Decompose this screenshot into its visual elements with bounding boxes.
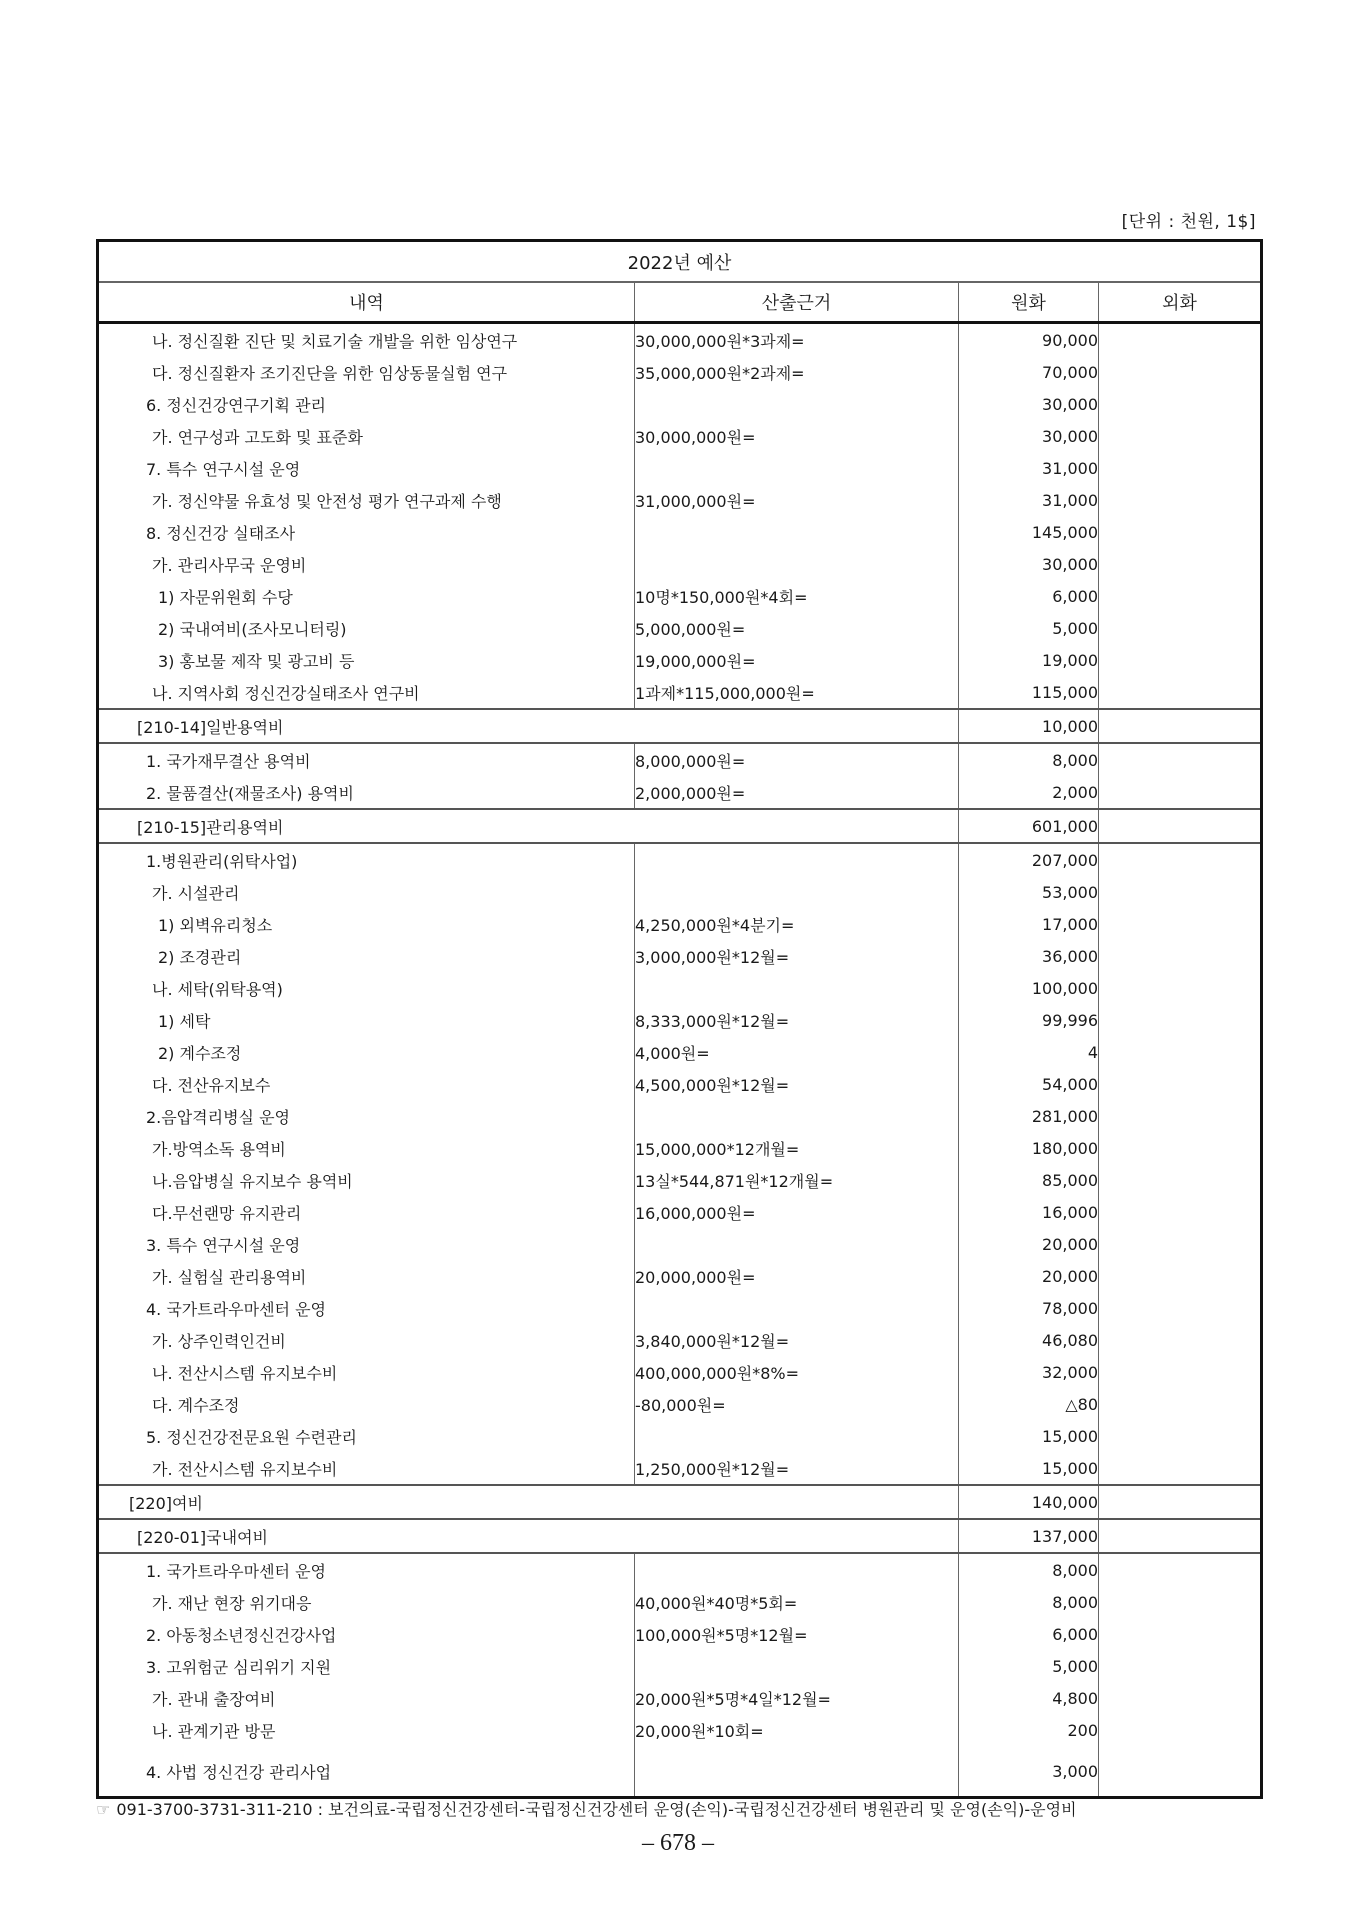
cell-fx — [1099, 1618, 1262, 1650]
table-row — [98, 1068, 1262, 1100]
cell-krw: 17,000 — [959, 908, 1099, 940]
cell-krw: 3,000 — [959, 1746, 1099, 1798]
cell-item: 2.음압격리병실 운영 — [98, 1100, 635, 1132]
cell-basis — [635, 1650, 959, 1682]
cell-krw: 2,000 — [959, 776, 1099, 809]
cell-krw: 70,000 — [959, 356, 1099, 388]
cell-basis — [635, 548, 959, 580]
cell-basis — [635, 1553, 959, 1586]
table-row — [98, 972, 1262, 1004]
cell-fx — [1099, 1228, 1262, 1260]
cell-fx — [1099, 516, 1262, 548]
cell-fx — [1099, 1100, 1262, 1132]
cell-basis — [635, 452, 959, 484]
cell-item: 3. 특수 연구시설 운영 — [98, 1228, 635, 1260]
cell-item: 1) 세탁 — [98, 1004, 635, 1036]
cell-item: 가. 정신약물 유효성 및 안전성 평가 연구과제 수행 — [98, 484, 635, 516]
cell-fx — [1099, 1164, 1262, 1196]
cell-basis — [635, 1228, 959, 1260]
table-title-row — [98, 241, 1262, 283]
cell-item: 다. 정신질환자 조기진단을 위한 임상동물실험 연구 — [98, 356, 635, 388]
table-row — [98, 548, 1262, 580]
table-row — [98, 908, 1262, 940]
table-row — [98, 516, 1262, 548]
cell-basis — [635, 388, 959, 420]
cell-krw: 15,000 — [959, 1420, 1099, 1452]
cell-fx — [1099, 876, 1262, 908]
cell-item: 1. 국가재무결산 용역비 — [98, 743, 635, 776]
table-row — [98, 1356, 1262, 1388]
cell-fx — [1099, 972, 1262, 1004]
header-fx: 외화 — [1099, 282, 1262, 323]
cell-fx — [1099, 420, 1262, 452]
cell-krw: 16,000 — [959, 1196, 1099, 1228]
cell-fx — [1099, 644, 1262, 676]
cell-krw: 19,000 — [959, 644, 1099, 676]
header-item: 내역 — [98, 282, 635, 323]
cell-basis: 30,000,000원= — [635, 420, 959, 452]
cell-fx — [1099, 743, 1262, 776]
cell-item: [210-15]관리용역비 — [98, 809, 959, 843]
table-row — [98, 1746, 1262, 1798]
cell-krw: 4 — [959, 1036, 1099, 1068]
cell-krw: 5,000 — [959, 1650, 1099, 1682]
budget-table — [96, 239, 1263, 1799]
cell-item: 가. 관리사무국 운영비 — [98, 548, 635, 580]
cell-item: 가. 시설관리 — [98, 876, 635, 908]
cell-krw: 200 — [959, 1714, 1099, 1746]
cell-fx — [1099, 1132, 1262, 1164]
cell-item: 5. 정신건강전문요원 수련관리 — [98, 1420, 635, 1452]
cell-krw: 30,000 — [959, 548, 1099, 580]
cell-basis: 4,000원= — [635, 1036, 959, 1068]
cell-fx — [1099, 1388, 1262, 1420]
cell-item: 나. 관계기관 방문 — [98, 1714, 635, 1746]
cell-krw: 90,000 — [959, 323, 1099, 357]
table-row — [98, 743, 1262, 776]
section-row — [98, 1485, 1262, 1519]
cell-item: 1.병원관리(위탁사업) — [98, 843, 635, 876]
cell-item: 2. 아동청소년정신건강사업 — [98, 1618, 635, 1650]
cell-fx — [1099, 1519, 1262, 1553]
cell-krw: 78,000 — [959, 1292, 1099, 1324]
cell-item: 다.무선랜망 유지관리 — [98, 1196, 635, 1228]
cell-basis: 4,500,000원*12월= — [635, 1068, 959, 1100]
table-row — [98, 843, 1262, 876]
cell-fx — [1099, 1746, 1262, 1798]
table-row — [98, 1682, 1262, 1714]
cell-krw: 15,000 — [959, 1452, 1099, 1485]
cell-fx — [1099, 1260, 1262, 1292]
cell-item: 4. 국가트라우마센터 운영 — [98, 1292, 635, 1324]
cell-fx — [1099, 1586, 1262, 1618]
table-row — [98, 1324, 1262, 1356]
cell-krw: 30,000 — [959, 420, 1099, 452]
table-row — [98, 940, 1262, 972]
cell-krw: 140,000 — [959, 1485, 1099, 1519]
table-row — [98, 1036, 1262, 1068]
table-row — [98, 676, 1262, 709]
table-title: 2022년 예산 — [98, 241, 1262, 283]
cell-fx — [1099, 1356, 1262, 1388]
cell-krw: 6,000 — [959, 1618, 1099, 1650]
cell-fx — [1099, 676, 1262, 709]
cell-krw: 53,000 — [959, 876, 1099, 908]
cell-fx — [1099, 548, 1262, 580]
cell-basis: 30,000,000원*3과제= — [635, 323, 959, 357]
cell-krw: 46,080 — [959, 1324, 1099, 1356]
cell-fx — [1099, 1420, 1262, 1452]
account-code-text: 091-3700-3731-311-210 : 보건의료-국립정신건강센터-국립정신건강센터 운영(손익)-국립정신건강센터 병원관리 및 운영(손익)-운영비 — [116, 1800, 1077, 1819]
cell-krw: 54,000 — [959, 1068, 1099, 1100]
cell-fx — [1099, 1682, 1262, 1714]
cell-fx — [1099, 1650, 1262, 1682]
table-row — [98, 876, 1262, 908]
cell-item: 나. 세탁(위탁용역) — [98, 972, 635, 1004]
cell-fx — [1099, 1485, 1262, 1519]
cell-basis — [635, 1292, 959, 1324]
table-row — [98, 1452, 1262, 1485]
table-row — [98, 580, 1262, 612]
table-row — [98, 1164, 1262, 1196]
section-row — [98, 709, 1262, 743]
cell-fx — [1099, 1452, 1262, 1485]
table-row — [98, 1004, 1262, 1036]
table-row — [98, 1132, 1262, 1164]
cell-fx — [1099, 580, 1262, 612]
cell-basis: 20,000원*10회= — [635, 1714, 959, 1746]
cell-basis: 1과제*115,000,000원= — [635, 676, 959, 709]
cell-item: 4. 사법 정신건강 관리사업 — [98, 1746, 635, 1798]
cell-krw: 31,000 — [959, 484, 1099, 516]
cell-fx — [1099, 709, 1262, 743]
cell-item: 8. 정신건강 실태조사 — [98, 516, 635, 548]
cell-fx — [1099, 484, 1262, 516]
page-number: – 678 – — [642, 1830, 714, 1856]
cell-item: 1. 국가트라우마센터 운영 — [98, 1553, 635, 1586]
cell-item: 나. 정신질환 진단 및 치료기술 개발을 위한 임상연구 — [98, 323, 635, 357]
cell-basis: 20,000원*5명*4일*12월= — [635, 1682, 959, 1714]
cell-basis: 8,333,000원*12월= — [635, 1004, 959, 1036]
cell-krw: 601,000 — [959, 809, 1099, 843]
cell-item: [210-14]일반용역비 — [98, 709, 959, 743]
cell-item: 6. 정신건강연구기획 관리 — [98, 388, 635, 420]
cell-fx — [1099, 908, 1262, 940]
table-row — [98, 420, 1262, 452]
table-row — [98, 484, 1262, 516]
cell-krw: 100,000 — [959, 972, 1099, 1004]
cell-item: 가.방역소독 용역비 — [98, 1132, 635, 1164]
table-row — [98, 612, 1262, 644]
cell-krw: 180,000 — [959, 1132, 1099, 1164]
cell-krw: 10,000 — [959, 709, 1099, 743]
cell-fx — [1099, 843, 1262, 876]
cell-item: 가. 실험실 관리용역비 — [98, 1260, 635, 1292]
table-row — [98, 356, 1262, 388]
cell-basis: -80,000원= — [635, 1388, 959, 1420]
cell-basis: 40,000원*40명*5회= — [635, 1586, 959, 1618]
cell-item: 다. 계수조정 — [98, 1388, 635, 1420]
table-row — [98, 1260, 1262, 1292]
cell-item: 가. 재난 현장 위기대응 — [98, 1586, 635, 1618]
table-row — [98, 1388, 1262, 1420]
cell-item: 가. 상주인력인건비 — [98, 1324, 635, 1356]
cell-basis: 2,000,000원= — [635, 776, 959, 809]
cell-krw: 281,000 — [959, 1100, 1099, 1132]
cell-basis — [635, 1746, 959, 1798]
cell-fx — [1099, 388, 1262, 420]
pointing-hand-icon: ☞ — [96, 1800, 111, 1819]
cell-basis: 4,250,000원*4분기= — [635, 908, 959, 940]
cell-basis — [635, 876, 959, 908]
cell-item: 2) 계수조정 — [98, 1036, 635, 1068]
cell-basis: 35,000,000원*2과제= — [635, 356, 959, 388]
cell-basis: 31,000,000원= — [635, 484, 959, 516]
table-row — [98, 388, 1262, 420]
cell-item: [220-01]국내여비 — [98, 1519, 959, 1553]
cell-item: 가. 연구성과 고도화 및 표준화 — [98, 420, 635, 452]
table-row — [98, 1420, 1262, 1452]
cell-krw: 31,000 — [959, 452, 1099, 484]
cell-basis: 100,000원*5명*12월= — [635, 1618, 959, 1650]
cell-item: 나. 전산시스템 유지보수비 — [98, 1356, 635, 1388]
cell-krw: 137,000 — [959, 1519, 1099, 1553]
cell-item: [220]여비 — [98, 1485, 959, 1519]
table-row — [98, 1650, 1262, 1682]
cell-fx — [1099, 809, 1262, 843]
cell-basis: 5,000,000원= — [635, 612, 959, 644]
cell-item: 2) 조경관리 — [98, 940, 635, 972]
cell-basis: 20,000,000원= — [635, 1260, 959, 1292]
cell-basis — [635, 516, 959, 548]
cell-item: 7. 특수 연구시설 운영 — [98, 452, 635, 484]
cell-krw: 8,000 — [959, 743, 1099, 776]
table-row — [98, 323, 1262, 357]
table-row — [98, 1553, 1262, 1586]
cell-krw: 8,000 — [959, 1553, 1099, 1586]
cell-basis: 400,000,000원*8%= — [635, 1356, 959, 1388]
cell-fx — [1099, 1553, 1262, 1586]
cell-basis: 1,250,000원*12월= — [635, 1452, 959, 1485]
table-row — [98, 1292, 1262, 1324]
cell-fx — [1099, 1324, 1262, 1356]
cell-krw: 115,000 — [959, 676, 1099, 709]
cell-basis: 3,000,000원*12월= — [635, 940, 959, 972]
cell-fx — [1099, 1292, 1262, 1324]
table-row — [98, 1618, 1262, 1650]
cell-krw: △80 — [959, 1388, 1099, 1420]
cell-basis: 19,000,000원= — [635, 644, 959, 676]
cell-basis — [635, 972, 959, 1004]
cell-basis — [635, 1100, 959, 1132]
cell-fx — [1099, 452, 1262, 484]
cell-item: 나.음압병실 유지보수 용역비 — [98, 1164, 635, 1196]
cell-fx — [1099, 940, 1262, 972]
cell-krw: 85,000 — [959, 1164, 1099, 1196]
table-row — [98, 1714, 1262, 1746]
cell-item: 다. 전산유지보수 — [98, 1068, 635, 1100]
cell-item: 3. 고위험군 심리위기 지원 — [98, 1650, 635, 1682]
table-row — [98, 1100, 1262, 1132]
cell-fx — [1099, 1036, 1262, 1068]
cell-item: 1) 외벽유리청소 — [98, 908, 635, 940]
cell-basis: 8,000,000원= — [635, 743, 959, 776]
cell-fx — [1099, 323, 1262, 357]
cell-fx — [1099, 356, 1262, 388]
cell-fx — [1099, 1068, 1262, 1100]
cell-basis — [635, 1420, 959, 1452]
cell-fx — [1099, 1714, 1262, 1746]
header-basis: 산출근거 — [635, 282, 959, 323]
section-row — [98, 1519, 1262, 1553]
cell-krw: 99,996 — [959, 1004, 1099, 1036]
cell-item: 2. 물품결산(재물조사) 용역비 — [98, 776, 635, 809]
table-row — [98, 776, 1262, 809]
cell-krw: 30,000 — [959, 388, 1099, 420]
table-row — [98, 452, 1262, 484]
cell-basis: 3,840,000원*12월= — [635, 1324, 959, 1356]
table-row — [98, 1196, 1262, 1228]
cell-krw: 4,800 — [959, 1682, 1099, 1714]
cell-krw: 5,000 — [959, 612, 1099, 644]
account-code-footer — [96, 1797, 1077, 1820]
table-row — [98, 1228, 1262, 1260]
cell-krw: 20,000 — [959, 1260, 1099, 1292]
cell-krw: 36,000 — [959, 940, 1099, 972]
cell-item: 가. 관내 출장여비 — [98, 1682, 635, 1714]
cell-item: 나. 지역사회 정신건강실태조사 연구비 — [98, 676, 635, 709]
cell-item: 1) 자문위원회 수당 — [98, 580, 635, 612]
table-row — [98, 1586, 1262, 1618]
cell-fx — [1099, 612, 1262, 644]
cell-basis: 15,000,000*12개월= — [635, 1132, 959, 1164]
cell-basis — [635, 843, 959, 876]
section-row — [98, 809, 1262, 843]
cell-fx — [1099, 776, 1262, 809]
cell-item: 2) 국내여비(조사모니터링) — [98, 612, 635, 644]
table-header-row — [98, 282, 1262, 323]
cell-basis: 13실*544,871원*12개월= — [635, 1164, 959, 1196]
cell-item: 가. 전산시스템 유지보수비 — [98, 1452, 635, 1485]
cell-krw: 32,000 — [959, 1356, 1099, 1388]
cell-basis: 10명*150,000원*4회= — [635, 580, 959, 612]
table-body — [98, 323, 1262, 1798]
cell-fx — [1099, 1196, 1262, 1228]
unit-label: [단위 : 천원, 1$] — [1121, 212, 1256, 232]
cell-item: 3) 홍보물 제작 및 광고비 등 — [98, 644, 635, 676]
cell-krw: 145,000 — [959, 516, 1099, 548]
cell-krw: 20,000 — [959, 1228, 1099, 1260]
cell-krw: 6,000 — [959, 580, 1099, 612]
cell-basis: 16,000,000원= — [635, 1196, 959, 1228]
cell-fx — [1099, 1004, 1262, 1036]
cell-krw: 8,000 — [959, 1586, 1099, 1618]
table-row — [98, 644, 1262, 676]
cell-krw: 207,000 — [959, 843, 1099, 876]
header-krw: 원화 — [959, 282, 1099, 323]
